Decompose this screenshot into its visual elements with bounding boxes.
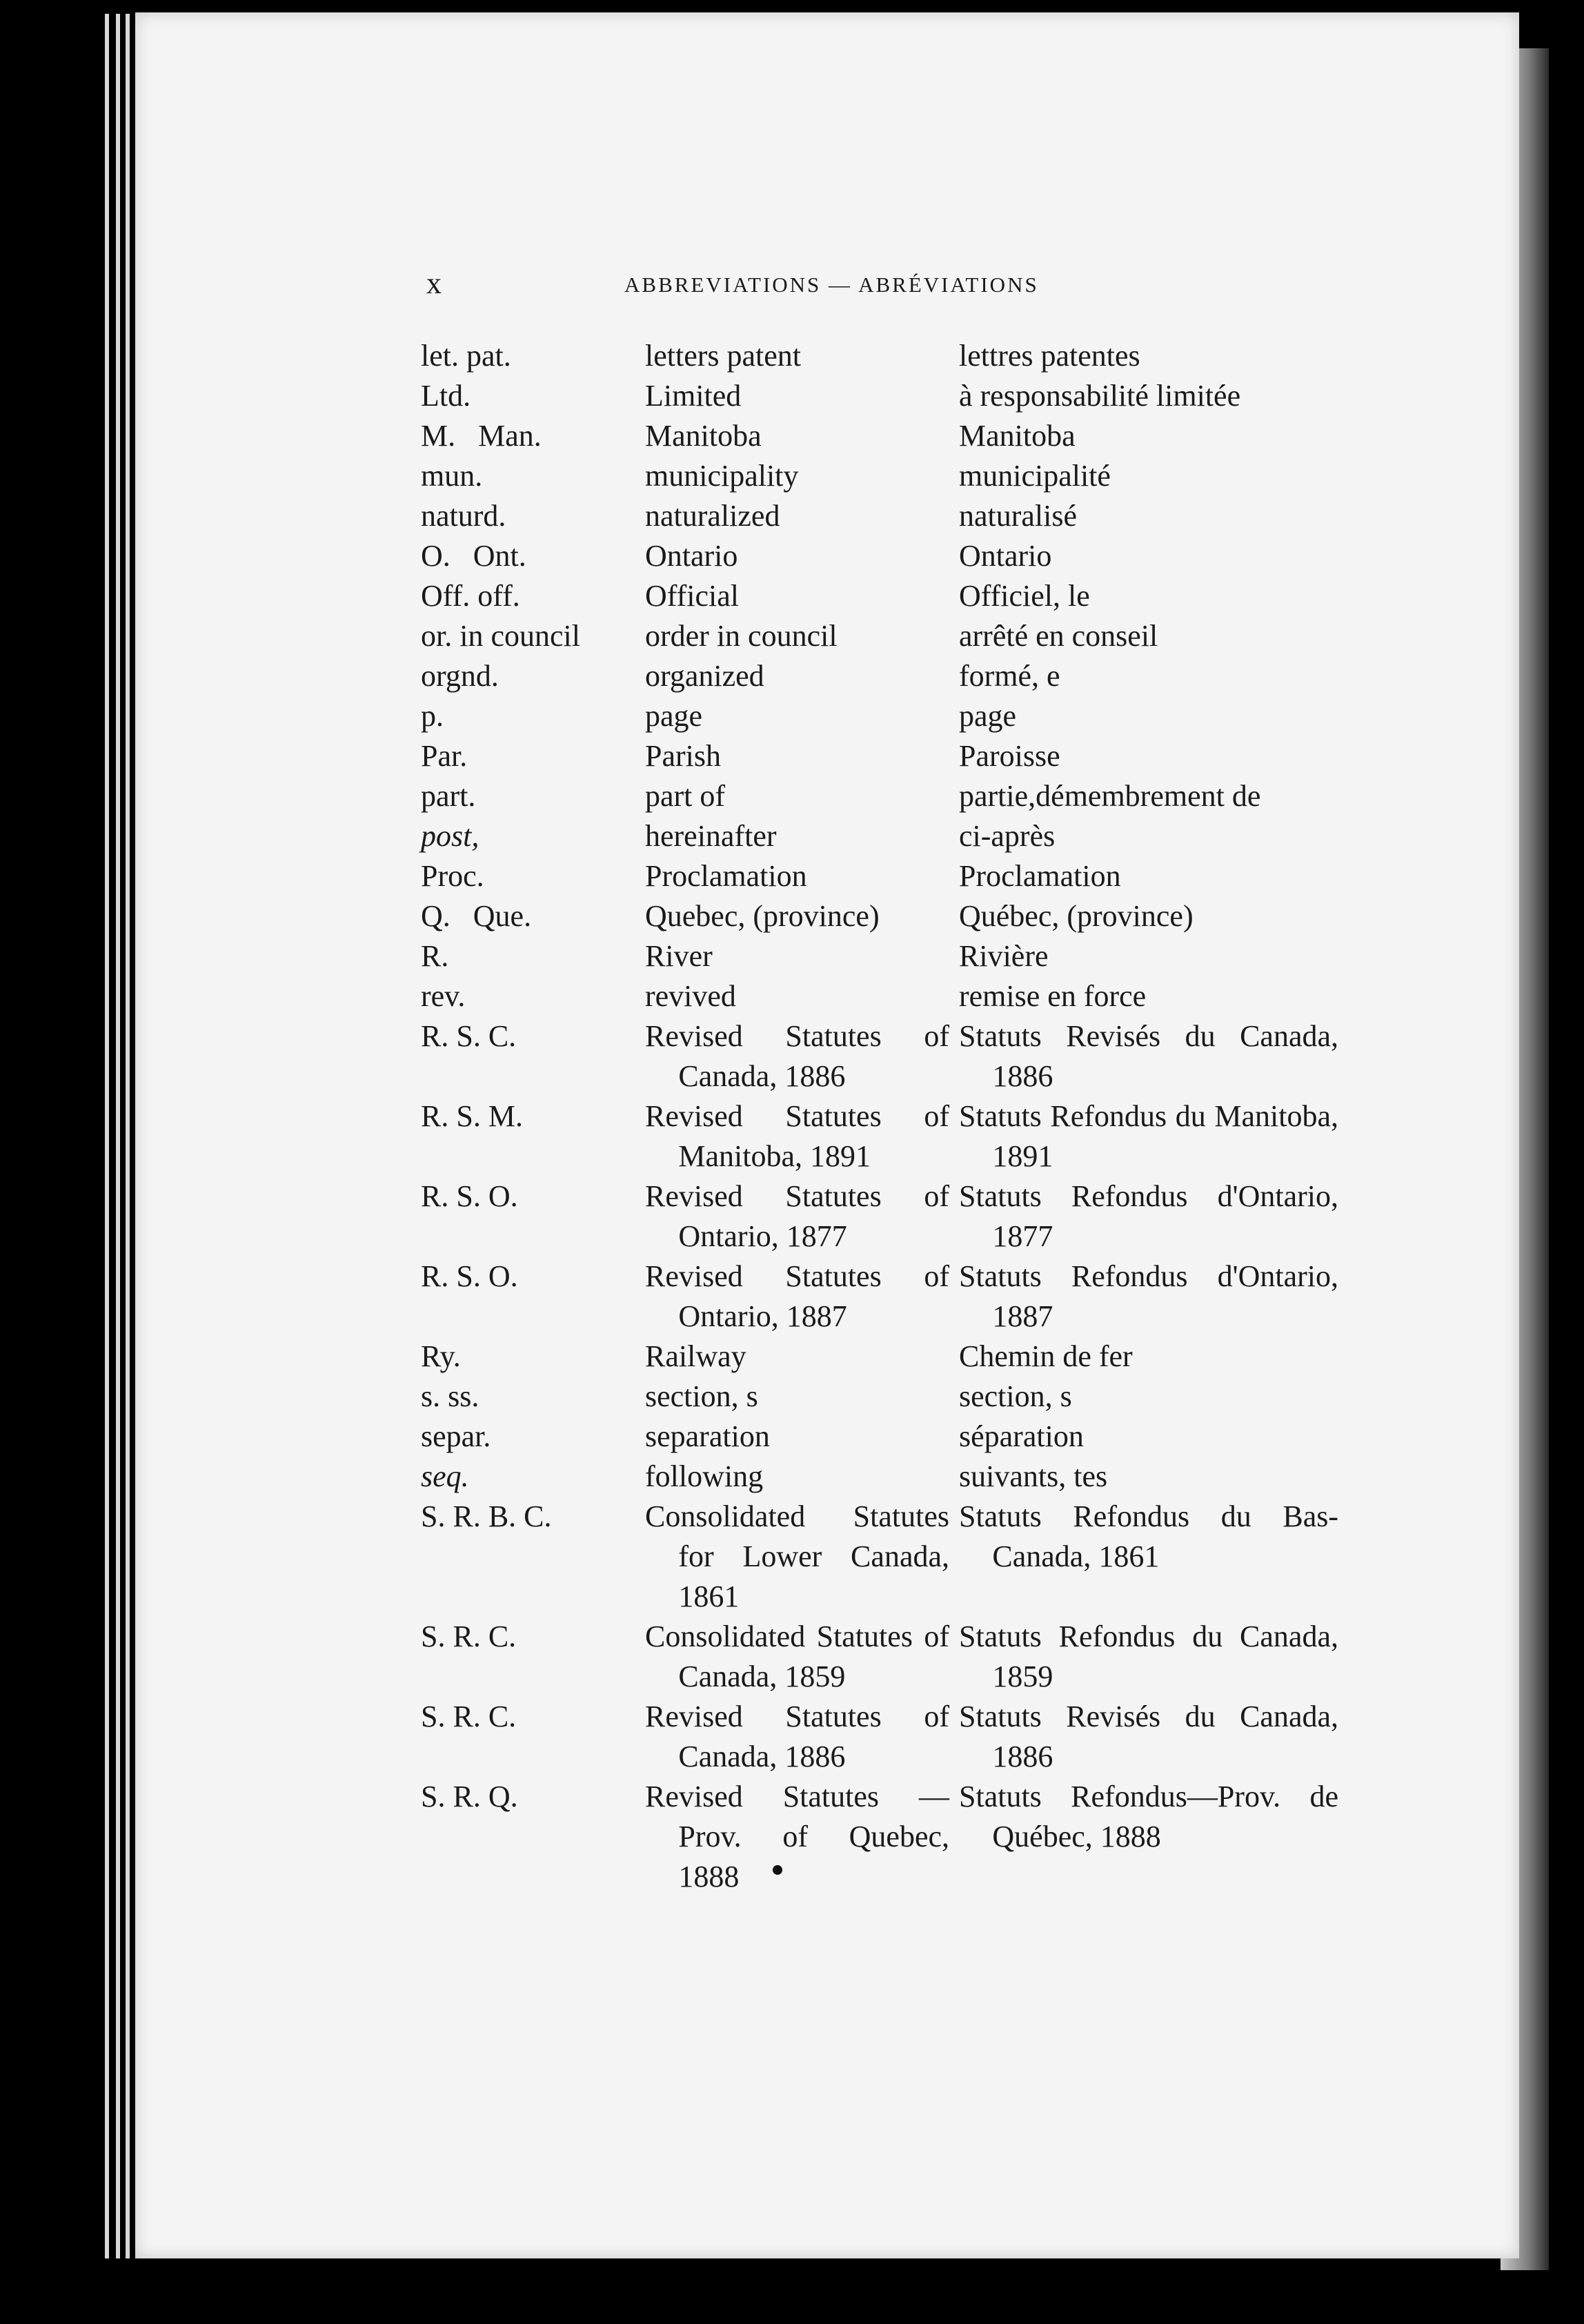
list-item: [421, 496, 1338, 536]
list-item: [421, 776, 1338, 816]
page-number: x: [426, 266, 442, 300]
page-edge: [116, 14, 120, 2258]
english-meaning: separation: [645, 1419, 770, 1453]
abbreviation: mun.: [421, 459, 483, 493]
list-item: [421, 376, 1338, 416]
french-meaning: Statuts Revisés du Canada, 1886: [959, 1019, 1338, 1093]
list-item: [421, 1617, 1338, 1697]
french-meaning: page: [959, 699, 1017, 733]
english-meaning: following: [645, 1459, 764, 1493]
french-meaning: Statuts Revisés du Canada, 1886: [959, 1700, 1338, 1773]
french-meaning: arrêté en conseil: [959, 619, 1158, 653]
english-meaning: Railway: [645, 1339, 746, 1373]
abbreviation: seq.: [421, 1459, 469, 1493]
abbreviation: S. R. B. C.: [421, 1499, 552, 1533]
abbreviation: Off. off.: [421, 579, 520, 613]
english-meaning: Revised Statutes of Ontario, 1887: [645, 1259, 949, 1333]
running-title: ABBREVIATIONS — ABRÉVIATIONS: [624, 273, 1039, 297]
english-meaning: hereinafter: [645, 819, 777, 853]
list-item: [421, 1176, 1338, 1257]
abbreviation: p.: [421, 699, 444, 733]
french-meaning: à responsabilité limitée: [959, 379, 1241, 413]
abbreviation: R. S. O.: [421, 1259, 518, 1293]
abbreviation: S. R. Q.: [421, 1780, 518, 1813]
page-edge: [105, 14, 109, 2258]
english-meaning: revived: [645, 979, 736, 1013]
list-item: [421, 416, 1338, 456]
list-item: [421, 936, 1338, 976]
english-meaning: naturalized: [645, 499, 780, 533]
abbreviation: S. R. C.: [421, 1700, 517, 1733]
list-item: [421, 1497, 1338, 1617]
english-meaning: Official: [645, 579, 740, 613]
french-meaning: Rivière: [959, 939, 1049, 973]
english-meaning: Consolidated Statutes for Lower Canada, 1861: [645, 1499, 949, 1613]
abbreviation: Par.: [421, 739, 468, 773]
abbreviation: let. pat.: [421, 339, 511, 373]
abbreviation: part.: [421, 779, 476, 813]
abbreviation: orgnd.: [421, 659, 499, 693]
list-item: [421, 576, 1338, 616]
french-meaning: formé, e: [959, 659, 1060, 693]
english-meaning: municipality: [645, 459, 799, 493]
french-meaning: Statuts Refondus du Bas-Canada, 1861: [959, 1499, 1338, 1573]
abbreviation: naturd.: [421, 499, 506, 533]
list-item: [421, 536, 1338, 576]
list-item: [421, 856, 1338, 896]
abbreviations-list: [421, 336, 1338, 1897]
list-item: [421, 896, 1338, 936]
french-meaning: lettres patentes: [959, 339, 1140, 373]
french-meaning: ci-après: [959, 819, 1056, 853]
english-meaning: order in council: [645, 619, 838, 653]
abbreviation: R. S. M.: [421, 1099, 523, 1133]
abbreviation: post,: [421, 819, 479, 853]
english-meaning: section, s: [645, 1379, 758, 1413]
english-meaning: part of: [645, 779, 726, 813]
list-item: [421, 816, 1338, 856]
list-item: [421, 976, 1338, 1016]
abbreviation: M. Man.: [421, 419, 542, 453]
english-meaning: River: [645, 939, 713, 973]
french-meaning: Statuts Refondus—Prov. de Québec, 1888: [959, 1780, 1338, 1853]
french-meaning: Québec, (province): [959, 899, 1194, 933]
french-meaning: suivants, tes: [959, 1459, 1108, 1493]
english-meaning: Parish: [645, 739, 721, 773]
english-meaning: Revised Statutes of Canada, 1886: [645, 1700, 949, 1773]
list-item: [421, 1457, 1338, 1497]
abbreviation: Proc.: [421, 859, 484, 893]
french-meaning: Paroisse: [959, 739, 1060, 773]
list-item: [421, 1697, 1338, 1777]
french-meaning: séparation: [959, 1419, 1084, 1453]
french-meaning: Statuts Refondus du Manitoba, 1891: [959, 1099, 1338, 1173]
list-item: [421, 1417, 1338, 1457]
french-meaning: partie,démembrement de: [959, 779, 1261, 813]
abbreviation: s. ss.: [421, 1379, 479, 1413]
list-item: [421, 1257, 1338, 1337]
abbreviation: separ.: [421, 1419, 491, 1453]
french-meaning: Officiel, le: [959, 579, 1090, 613]
list-item: [421, 456, 1338, 496]
list-item: [421, 1377, 1338, 1417]
list-item: [421, 736, 1338, 776]
french-meaning: Ontario: [959, 539, 1052, 573]
list-item: [421, 1096, 1338, 1176]
french-meaning: Proclamation: [959, 859, 1121, 893]
french-meaning: Manitoba: [959, 419, 1076, 453]
english-meaning: Manitoba: [645, 419, 762, 453]
english-meaning: page: [645, 699, 703, 733]
english-meaning: Quebec, (province): [645, 899, 880, 933]
english-meaning: Revised Statutes — Prov. of Quebec, 1888: [645, 1780, 949, 1893]
abbreviation: S. R. C.: [421, 1619, 517, 1653]
french-meaning: Statuts Refondus d'Ontario, 1887: [959, 1259, 1338, 1333]
french-meaning: Statuts Refondus du Canada, 1859: [959, 1619, 1338, 1693]
english-meaning: Revised Statutes of Ontario, 1877: [645, 1179, 949, 1253]
list-item: [421, 1337, 1338, 1377]
abbreviation: or. in council: [421, 619, 580, 653]
list-item: [421, 336, 1338, 376]
list-item: [421, 656, 1338, 696]
french-meaning: Statuts Refondus d'Ontario, 1877: [959, 1179, 1338, 1253]
page-header: [426, 266, 1503, 307]
abbreviation: O. Ont.: [421, 539, 526, 573]
english-meaning: Revised Statutes of Canada, 1886: [645, 1019, 949, 1093]
french-meaning: municipalité: [959, 459, 1111, 493]
list-item: [421, 1016, 1338, 1096]
abbreviation: R. S. O.: [421, 1179, 518, 1213]
abbreviation: R.: [421, 939, 449, 973]
french-meaning: naturalisé: [959, 499, 1078, 533]
french-meaning: Chemin de fer: [959, 1339, 1133, 1373]
english-meaning: Limited: [645, 379, 742, 413]
french-meaning: section, s: [959, 1379, 1072, 1413]
abbreviation: Q. Que.: [421, 899, 532, 933]
abbreviation: R. S. C.: [421, 1019, 517, 1053]
list-item: [421, 616, 1338, 656]
list-item: [421, 696, 1338, 736]
ink-speck: [773, 1865, 782, 1875]
french-meaning: remise en force: [959, 979, 1147, 1013]
page-edge: [126, 14, 130, 2258]
english-meaning: Revised Statutes of Manitoba, 1891: [645, 1099, 949, 1173]
list-item: [421, 1777, 1338, 1897]
english-meaning: letters patent: [645, 339, 802, 373]
abbreviation: Ry.: [421, 1339, 461, 1373]
abbreviation: Ltd.: [421, 379, 471, 413]
english-meaning: Ontario: [645, 539, 738, 573]
english-meaning: Proclamation: [645, 859, 807, 893]
english-meaning: Consolidated Statutes of Canada, 1859: [645, 1619, 949, 1693]
abbreviation: rev.: [421, 979, 466, 1013]
english-meaning: organized: [645, 659, 764, 693]
